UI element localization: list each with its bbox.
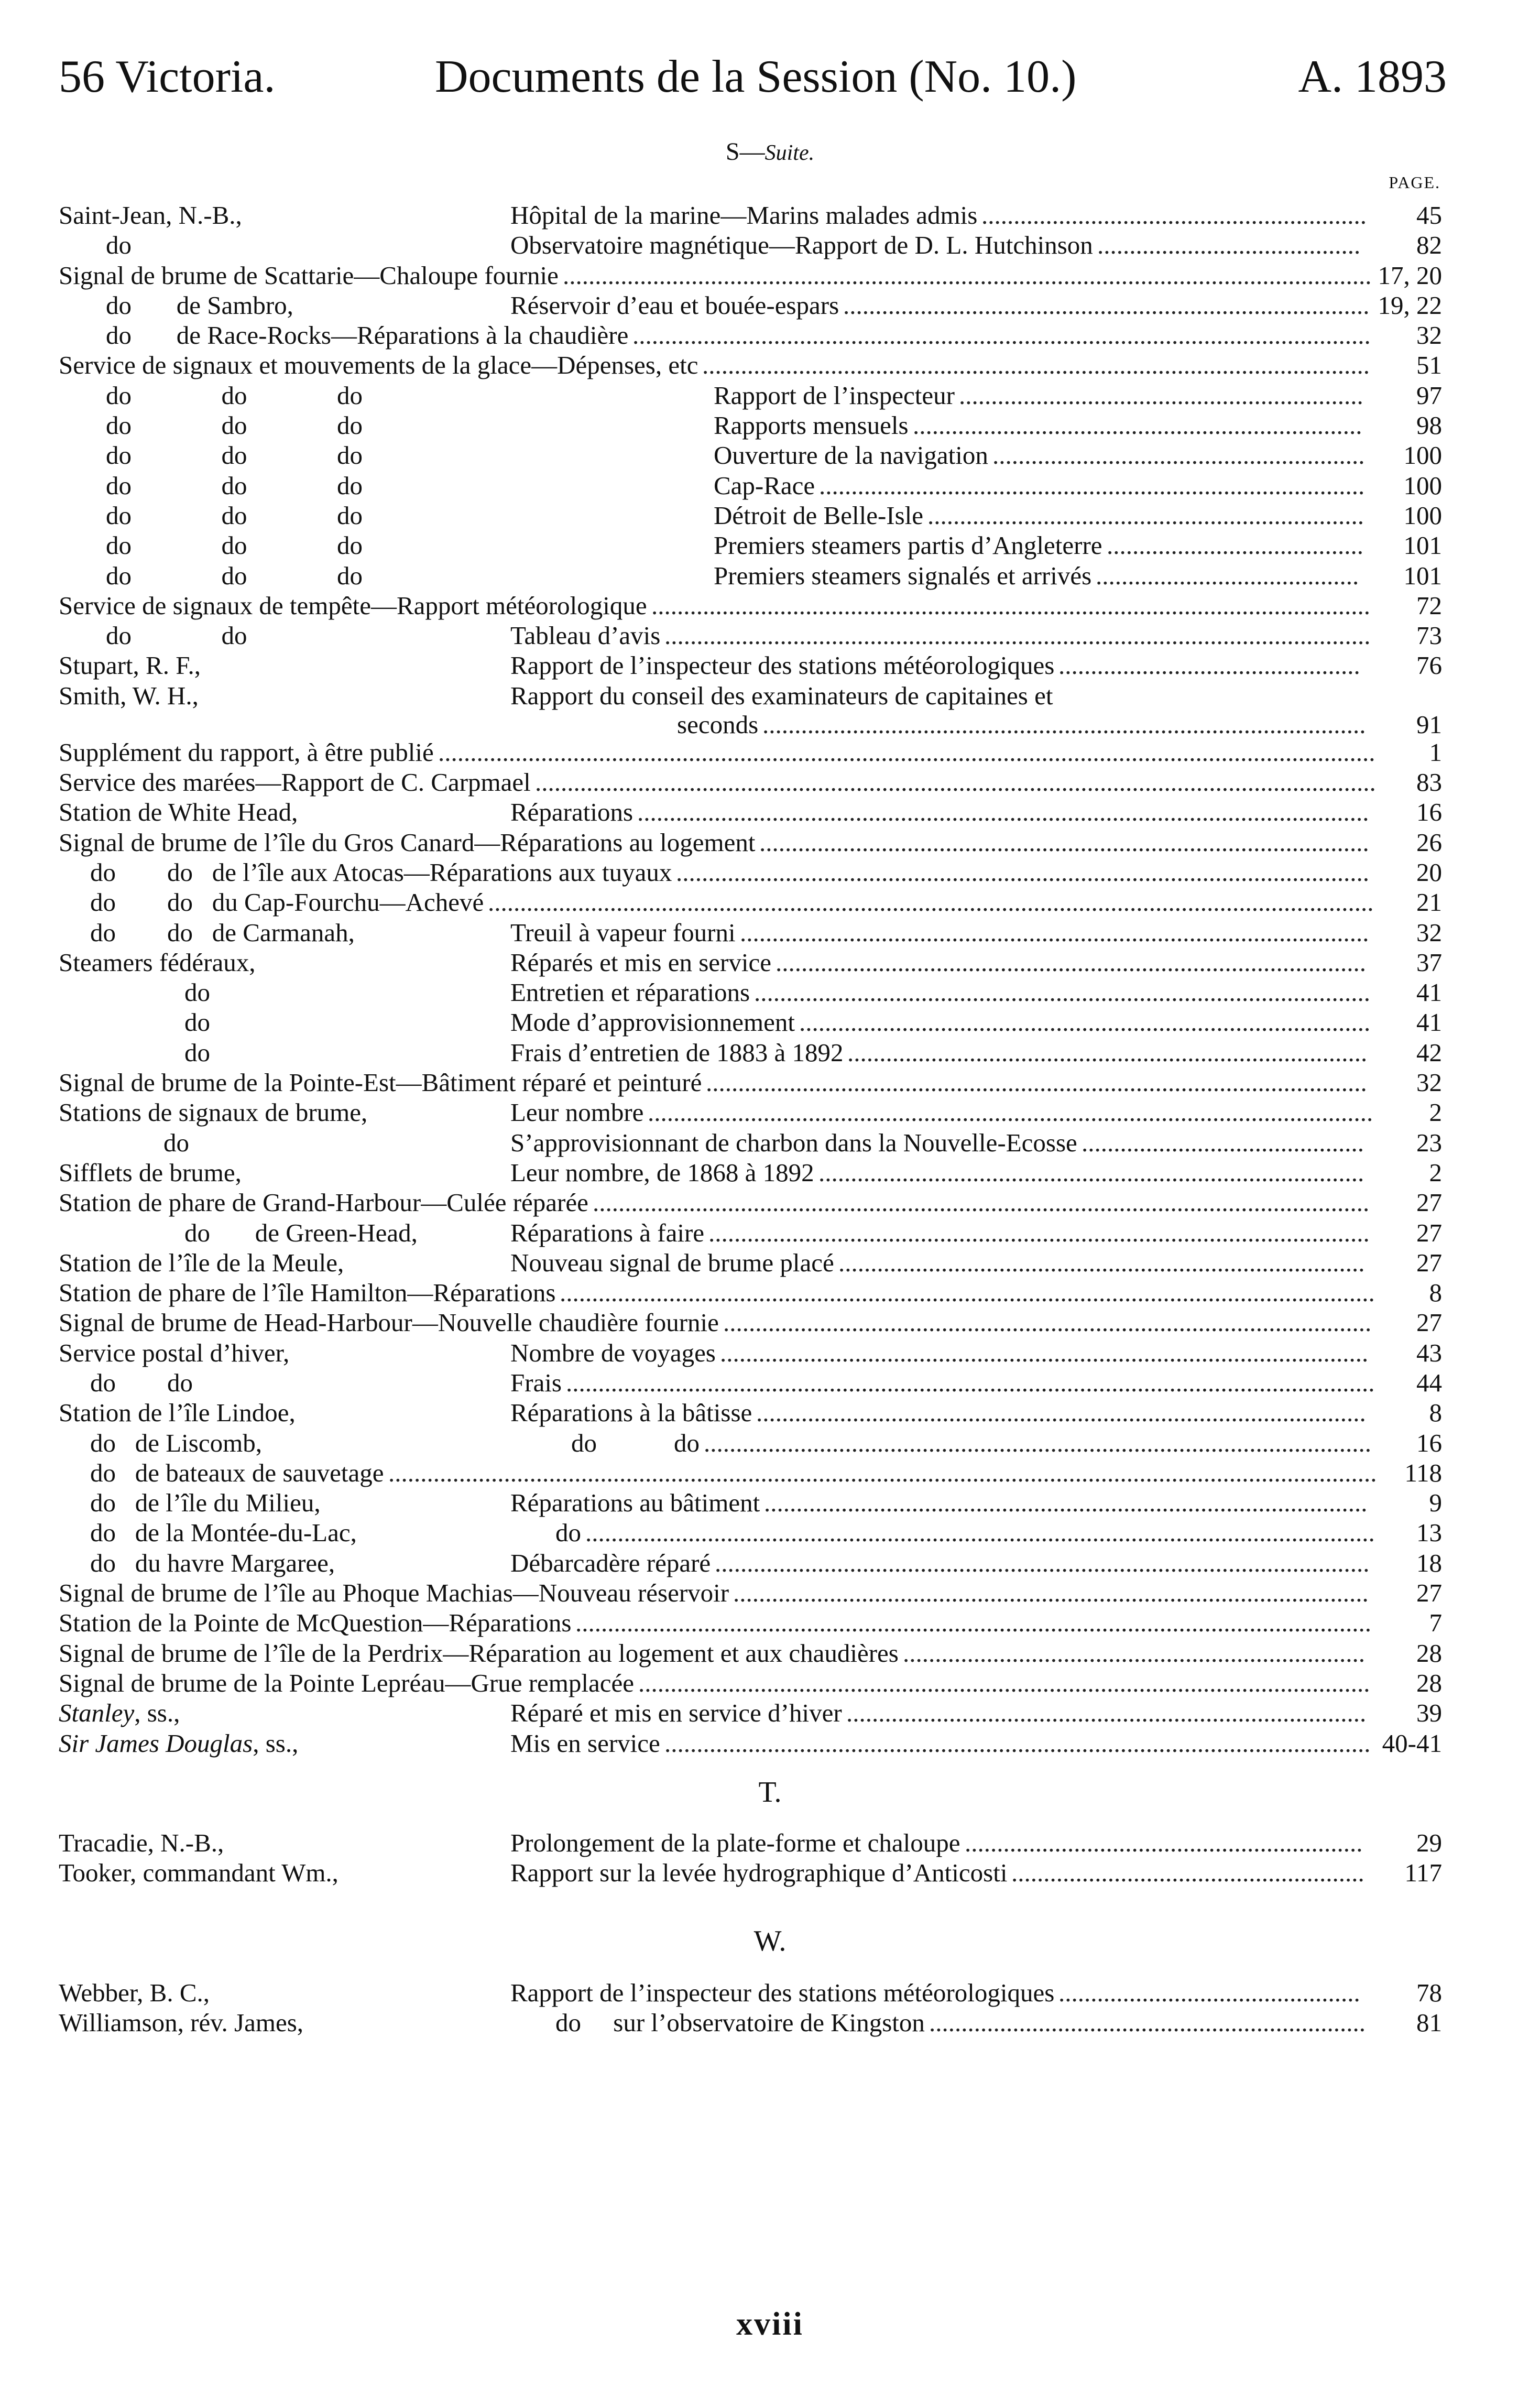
entry-subject: Saint-Jean, N.-B., [59,201,242,230]
dot-leader: ............................................................... [959,380,1363,410]
index-entry [59,1548,1442,1578]
index-entry [59,1828,1442,1858]
entry-description: Premiers steamers partis d’Angleterre [714,531,1102,560]
index-entry [59,1518,1442,1548]
entry-page-number: 37 [1416,947,1442,977]
entry-subject: do [106,231,132,260]
index-entry [59,1187,1442,1217]
dot-leader: ...................................................................................................... [715,1548,1370,1577]
entry-subject: do de Sambro, [106,290,293,320]
dot-leader: ....................................................... [1011,1858,1364,1888]
dot-leader: ..................................................................................................... [720,1338,1369,1367]
dot-leader: ........................................................................ [903,1638,1365,1668]
entry-description: Observatoire magnétique—Rapport de D. L. Hutchinson [510,231,1093,260]
dot-leader: ......................................... [1096,561,1359,590]
entry-page-number: 118 [1404,1458,1442,1487]
entry-page-number: 28 [1416,1638,1442,1668]
entry-description: Rapport sur la levée hydrographique d’Anticosti [510,1858,1008,1888]
dot-leader: ......................................................................................... [799,1008,1371,1037]
entry-subject: do do do [106,500,363,530]
entry-page-number: 27 [1416,1218,1442,1247]
dot-leader: ............................................................................................... [759,827,1369,857]
dot-leader: .......................................................... [992,441,1365,470]
entry-description: Leur nombre [510,1098,644,1127]
entries-t-list [59,1828,1442,1888]
entry-page-number: 21 [1416,888,1442,917]
entry-page-number: 100 [1403,471,1442,500]
entry-description: Premiers steamers signalés et arrivés [714,561,1092,590]
entry-subject: Tooker, commandant Wm., [59,1858,338,1888]
entry-subject: Station de phare de l’île Hamilton—Réparations [59,1278,556,1308]
index-entry [59,1097,1442,1127]
index-entry [59,947,1442,977]
entry-description: Réparations à la bâtisse [510,1398,752,1428]
entry-subject: Signal de brume de Head-Harbour—Nouvelle chaudière fournie [59,1308,719,1337]
entry-page-number: 9 [1429,1488,1442,1518]
dot-leader: ..................................................................................................... [723,1308,1372,1337]
entry-subject: do do de Carmanah, [90,918,355,947]
index-entry [59,857,1442,887]
entry-description: Réparations [510,798,634,827]
dot-leader: ................................................................................................................. [648,1098,1373,1127]
entry-description: Rapports mensuels [714,411,909,440]
entry-page-number: 41 [1416,1008,1442,1037]
entry-description: Hôpital de la marine—Marins malades admis [510,201,978,230]
dot-leader: .............................................................................................. [762,710,1366,739]
dot-leader: ................................................................................................... [733,1578,1369,1608]
entry-subject: Stations de signaux de brume, [59,1098,368,1127]
index-entry [59,500,1442,530]
entry-page-number: 45 [1416,201,1442,230]
entry-subject: do [184,978,210,1007]
dot-leader: .............................................................................................. [764,1488,1368,1518]
entry-page-number: 98 [1416,411,1442,440]
index-entry [59,887,1442,917]
entry-subject: do do do [106,441,363,470]
entry-page-number: 32 [1416,918,1442,947]
entry-page-number: 27 [1416,1578,1442,1608]
dot-leader: ............................................................................................................ [676,857,1369,887]
entry-subject: do [184,1008,210,1037]
dot-leader: ................................................................................................ [754,978,1370,1007]
section-s-heading [0,137,1540,166]
entry-subject: Sir James Douglas, ss., [59,1728,299,1758]
dot-leader: ............................................ [1082,1128,1364,1157]
entry-page-number: 100 [1403,500,1442,530]
index-entry [59,1218,1442,1248]
entry-subject: do de Green-Head, [184,1218,418,1247]
entry-page-number: 2 [1429,1158,1442,1187]
entry-description: Réparés et mis en service [510,947,771,977]
entry-description: Rapport de l’inspecteur des stations météorologiques [510,1978,1055,2007]
index-entry [59,918,1442,947]
index-entry [59,1608,1442,1638]
index-entry [59,1128,1442,1158]
page-number: xviii [736,2306,804,2342]
entry-description: Prolongement de la plate-forme et chaloupe [510,1828,960,1857]
entry-subject: Signal de brume de la Pointe-Est—Bâtiment réparé et peinturé [59,1068,702,1097]
entry-page-number: 18 [1416,1548,1442,1577]
dot-leader: ..................................................................................... [819,471,1365,500]
entry-subject: Webber, B. C., [59,1978,210,2007]
dot-leader: .............................................................. [965,1828,1363,1857]
entry-description: Cap-Race [714,471,815,500]
dot-leader: ............................................................ [981,201,1367,230]
entry-page-number: 27 [1416,1248,1442,1277]
entry-page-number: 16 [1416,798,1442,827]
entry-page-number: 7 [1429,1608,1442,1638]
entry-page-number: 27 [1416,1308,1442,1337]
index-entry [59,1038,1442,1067]
entry-subject: Stanley, ss., [59,1698,180,1728]
section-s-suffix: Suite. [764,141,815,165]
dot-leader: ........................................ [1107,531,1363,560]
entry-page-number: 13 [1416,1518,1442,1548]
index-entry [59,471,1442,500]
entry-page-number: 83 [1416,768,1442,797]
page-column-label: PAGE. [1389,173,1440,192]
entry-page-number: 1 [1429,737,1442,767]
page-header [59,50,1447,108]
dot-leader: ........................................................................................................ [704,1428,1371,1457]
entry-page-number: 43 [1416,1338,1442,1367]
header-left: 56 Victoria. [59,51,276,102]
entry-page-number: 72 [1416,591,1442,620]
dot-leader: ................................................................................................................ [651,591,1370,620]
entry-subject: Supplément du rapport, à être publié [59,737,434,767]
index-entry [59,200,1442,230]
entry-page-number: 40-41 [1382,1728,1442,1758]
index-entry [59,650,1442,680]
entry-page-number: 32 [1416,321,1442,350]
dot-leader: ....................................................................................................... [708,1218,1370,1247]
entry-page-number: 32 [1416,1068,1442,1097]
entry-page-number: 19, 22 [1378,290,1442,320]
dot-leader: ............................................... [1058,651,1360,680]
entry-description: Frais [510,1368,562,1397]
entry-subject: Tracadie, N.-B., [59,1828,224,1857]
entry-description: Nouveau signal de brume placé [510,1248,834,1277]
entry-page-number: 101 [1403,561,1442,590]
index-entry [59,1067,1442,1097]
entry-page-number: 117 [1404,1858,1442,1888]
dot-leader: .............................................................................................................. [664,1728,1371,1758]
index-entry [59,1578,1442,1608]
entry-subject: Smith, W. H., [59,681,199,710]
entry-description: do do [571,1428,700,1457]
entry-subject: do do [90,1368,193,1397]
dot-leader: ................................................................................................................... [632,321,1371,350]
entry-page-number: 91 [1416,710,1442,739]
entry-description: Tableau d’avis [510,621,661,650]
entry-page-number: 44 [1416,1368,1442,1397]
entry-subject: Signal de brume de l’île du Gros Canard—Réparations au logement [59,827,756,857]
header-center: Documents de la Session (No. 10.) [435,51,1077,102]
index-entry [59,681,1442,737]
dot-leader: ....................................................................................................... [706,1068,1367,1097]
index-entry [59,827,1442,857]
entry-subject: Station de l’île de la Meule, [59,1248,344,1277]
dot-leader: ................................................................................. [847,1038,1368,1067]
entry-description: Treuil à vapeur fourni [510,918,736,947]
dot-leader: .................................................................................................................. [637,798,1369,827]
entry-description: Rapport du conseil des examinateurs de capitaines et [510,681,1053,710]
index-entry [59,290,1442,320]
index-entry [59,530,1442,560]
entry-subject: Signal de brume de la Pointe Lepréau—Grue remplacée [59,1668,634,1697]
entry-page-number: 28 [1416,1668,1442,1697]
index-entry [59,1308,1442,1337]
entry-page-number: 78 [1416,1978,1442,2007]
index-entry [59,1858,1442,1888]
index-entry [59,380,1442,410]
entry-description: Nombre de voyages [510,1338,716,1367]
entry-page-number: 76 [1416,651,1442,680]
index-entry [59,1698,1442,1728]
entry-subject: do de la Montée-du-Lac, [90,1518,357,1548]
index-entry [59,561,1442,591]
dot-leader: .................................................................... [929,2008,1366,2038]
entry-subject: Stupart, R. F., [59,651,201,680]
entry-page-number: 42 [1416,1038,1442,1067]
dot-leader: ........................................................................................................ [702,351,1370,380]
index-entry [59,2008,1442,2038]
dot-leader: ............................................... [1058,1978,1360,2007]
index-entry [59,620,1442,650]
index-entry [59,1338,1442,1368]
dot-leader: .................................................................................................................................................. [438,737,1375,767]
entry-subject: Signal de brume de l’île au Phoque Machias—Nouveau réservoir [59,1578,729,1608]
entry-page-number: 39 [1416,1698,1442,1728]
index-entry [59,440,1442,470]
index-entry [59,320,1442,350]
entry-description: Réparé et mis en service d’hiver [510,1698,842,1728]
entry-page-number: 82 [1416,231,1442,260]
entry-subject: do do do [106,380,363,410]
entry-subject: Station de l’île Lindoe, [59,1398,296,1428]
entry-description: Réparations au bâtiment [510,1488,760,1518]
dot-leader: .................................................................................................................. [638,1668,1370,1697]
dot-leader: ...................................................................... [913,411,1362,440]
index-entry [59,1428,1442,1458]
entry-page-number: 26 [1416,827,1442,857]
section-w-heading: W. [753,1925,787,1957]
entry-description: S’approvisionnant de charbon dans la Nouvelle-Ecosse [510,1128,1077,1157]
index-entry [59,1248,1442,1278]
entries-w-list [59,1978,1442,2038]
index-entry [59,797,1442,827]
entry-description: Leur nombre, de 1868 à 1892 [510,1158,814,1187]
dot-leader: ............................................................................................ [776,947,1366,977]
entries-s-list [59,200,1442,1758]
dot-leader: ................................................................................................................................... [535,768,1376,797]
dot-leader: .................................................................... [927,500,1364,530]
index-entry [59,977,1442,1007]
entry-subject: Station de la Pointe de McQuestion—Réparations [59,1608,572,1638]
entry-description: Débarcadère réparé [510,1548,711,1577]
dot-leader: ........................................................................................................................... [585,1518,1375,1548]
entry-page-number: 17, 20 [1378,260,1442,290]
entry-subject: do du havre Margaree, [90,1548,335,1577]
dot-leader: ............................................................................................................................ [575,1608,1371,1638]
entry-description: Rapport de l’inspecteur [714,380,955,410]
entry-subject: Service postal d’hiver, [59,1338,290,1367]
entry-subject: do do do [106,561,363,590]
entry-subject: do do de l’île aux Atocas—Réparations aux tuyaux [90,857,672,887]
entry-page-number: 101 [1403,531,1442,560]
dot-leader: .............................................................................................................................. [566,1368,1375,1397]
dot-leader: ............................................................................................... [756,1398,1366,1428]
entry-page-number: 27 [1416,1188,1442,1217]
dot-leader: .................................................................................. [843,290,1370,320]
entry-subject: do do [106,621,247,650]
section-t-heading: T. [758,1776,782,1808]
entry-page-number: 81 [1416,2008,1442,2038]
entry-description: Mode d’approvisionnement [510,1008,795,1037]
dot-leader: .............................................................................................................................. [563,260,1372,290]
index-entry [59,737,1442,767]
entry-subject: Station de White Head, [59,798,298,827]
entry-subject: do de l’île du Milieu, [90,1488,321,1518]
dot-leader: .......................................................................................................................................................... [388,1458,1377,1487]
entry-page-number: 8 [1429,1278,1442,1308]
entry-description: Frais d’entretien de 1883 à 1892 [510,1038,844,1067]
index-entry [59,1728,1442,1758]
dot-leader: .................................................................................................. [740,918,1369,947]
entry-description: Ouverture de la navigation [714,441,988,470]
dot-leader: .......................................................................................................................................... [488,888,1374,917]
index-entry [59,410,1442,440]
dot-leader: ..................................................................................... [818,1158,1364,1187]
section-s-letter: S— [725,138,765,166]
index-entry [59,1368,1442,1398]
entry-subject: Signal de brume de Scattarie—Chaloupe fournie [59,260,559,290]
dot-leader: ......................................... [1097,231,1361,260]
entry-page-number: 2 [1429,1098,1442,1127]
entry-subject: Williamson, rév. James, [59,2008,304,2038]
index-entry [59,1278,1442,1308]
dot-leader: ......................................................................................................................... [593,1188,1370,1217]
entry-description: Mis en service [510,1728,660,1758]
entry-subject: do [163,1128,189,1157]
index-entry [59,767,1442,797]
index-entry [59,230,1442,260]
dot-leader: ............................................................................................................................... [560,1278,1375,1308]
entry-subject: do do do [106,471,363,500]
entry-subject: Steamers fédéraux, [59,947,256,977]
entry-description: Détroit de Belle-Isle [714,500,924,530]
dot-leader: .............................................................................................................. [664,621,1371,650]
entry-page-number: 23 [1416,1128,1442,1157]
index-entry [59,1158,1442,1187]
index-entry [59,591,1442,620]
entry-subject: Signal de brume de l’île de la Perdrix—Réparation au logement et aux chaudières [59,1638,899,1668]
entry-description: Rapport de l’inspecteur des stations météorologiques [510,651,1055,680]
entry-description: do sur l’observatoire de Kingston [555,2008,925,2038]
entry-subject: do de Liscomb, [90,1428,262,1457]
entry-subject: do do du Cap-Fourchu—Achevé [90,888,484,917]
index-entry [59,1668,1442,1698]
entry-subject: Service de signaux et mouvements de la glace—Dépenses, etc [59,351,698,380]
entry-page-number: 20 [1416,857,1442,887]
entry-subject: do de Race-Rocks—Réparations à la chaudière [106,321,629,350]
entry-subject: Service de signaux de tempête—Rapport météorologique [59,591,647,620]
index-entry [59,260,1442,290]
entry-subject: Service des marées—Rapport de C. Carpmael [59,768,531,797]
dot-leader: .................................................................................. [838,1248,1365,1277]
entry-description-cont: seconds [677,710,759,739]
entry-subject: Sifflets de brume, [59,1158,242,1187]
entry-subject: do do do [106,411,363,440]
entry-subject: do do do [106,531,363,560]
entry-page-number: 8 [1429,1398,1442,1428]
index-entry [59,1398,1442,1428]
entry-description: Réparations à faire [510,1218,705,1247]
entry-description: Réservoir d’eau et bouée-espars [510,290,839,320]
entry-page-number: 73 [1416,621,1442,650]
entry-page-number: 100 [1403,441,1442,470]
entry-page-number: 16 [1416,1428,1442,1457]
entry-subject: do de bateaux de sauvetage [90,1458,384,1487]
index-entry [59,1488,1442,1518]
index-entry [59,1007,1442,1037]
entry-subject: do [184,1038,210,1067]
entry-page-number: 41 [1416,978,1442,1007]
entry-page-number: 51 [1416,351,1442,380]
index-entry [59,350,1442,380]
dot-leader: ................................................................................. [846,1698,1367,1728]
entry-page-number: 97 [1416,380,1442,410]
index-entry [59,1978,1442,2008]
entry-description: do [555,1518,581,1548]
entry-description: Entretien et réparations [510,978,750,1007]
entry-page-number: 29 [1416,1828,1442,1857]
index-entry [59,1458,1442,1488]
header-right: A. 1893 [1298,51,1447,102]
entry-subject: Station de phare de Grand-Harbour—Culée réparée [59,1188,588,1217]
index-entry [59,1638,1442,1668]
